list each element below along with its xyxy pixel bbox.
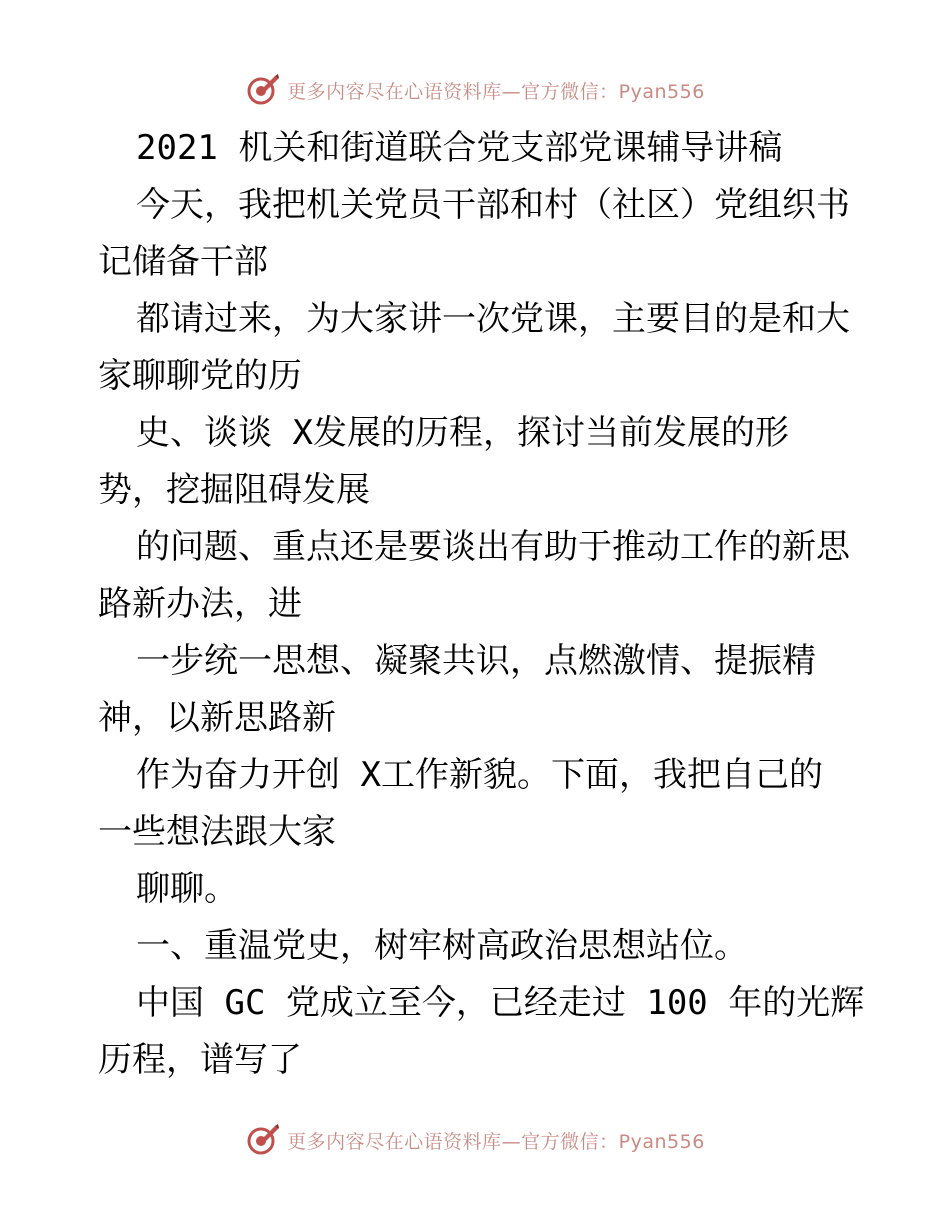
text-line: 一、重温党史，树牢树高政治思想站位。 xyxy=(136,926,748,966)
watermark-text: 更多内容尽在心语资料库—官方微信：Pyan556 xyxy=(287,80,705,103)
text-line: 作为奋力开创 X工作新貌。下面，我把自己的 xyxy=(136,755,823,795)
text-line: 记储备干部 xyxy=(98,242,268,282)
text-line: 历程，谱写了 xyxy=(98,1040,302,1080)
text-line: 中国 GC 党成立至今，已经走过 100 年的光辉 xyxy=(136,983,865,1023)
text-line: 一些想法跟大家 xyxy=(98,812,336,852)
text-line: 聊聊。 xyxy=(136,869,238,909)
document-body xyxy=(98,120,865,1089)
pen-circle-logo-icon xyxy=(245,72,281,108)
pen-circle-logo-icon xyxy=(245,1122,281,1158)
text-line: 的问题、重点还是要谈出有助于推动工作的新思 xyxy=(136,527,850,567)
text-line: 今天，我把机关党员干部和村（社区）党组织书 xyxy=(136,185,850,225)
text-line: 家聊聊党的历 xyxy=(98,356,302,396)
footer-watermark xyxy=(0,1120,950,1160)
header-watermark xyxy=(0,70,950,110)
text-line: 一步统一思想、凝聚共识，点燃激情、提振精 xyxy=(136,641,816,681)
text-line: 史、谈谈 X发展的历程，探讨当前发展的形 xyxy=(136,413,789,453)
text-line: 2021 机关和街道联合党支部党课辅导讲稿 xyxy=(136,128,783,168)
text-line: 势，挖掘阻碍发展 xyxy=(98,470,370,510)
text-line: 路新办法，进 xyxy=(98,584,302,624)
text-line: 都请过来，为大家讲一次党课，主要目的是和大 xyxy=(136,299,850,339)
text-line: 神，以新思路新 xyxy=(98,698,336,738)
watermark-text: 更多内容尽在心语资料库—官方微信：Pyan556 xyxy=(287,1130,705,1153)
